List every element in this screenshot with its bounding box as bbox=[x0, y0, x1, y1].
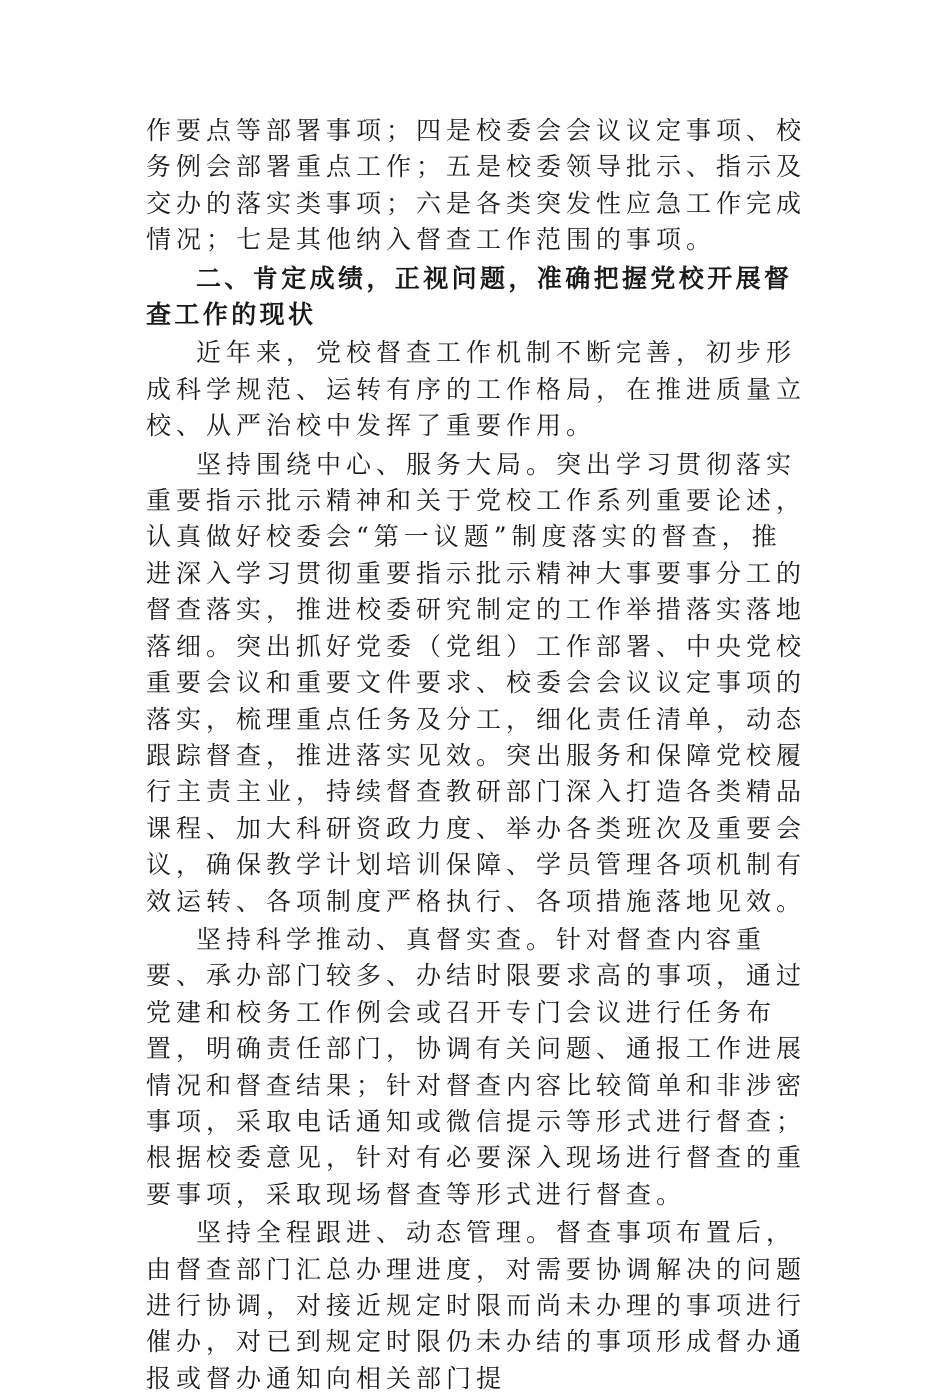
paragraph-continuation: 作要点等部署事项；四是校委会会议议定事项、校务例会部署重点工作；五是校委领导批示、指示及交办的落实类事项；六是各类突发性应急工作完成情况；七是其他纳入督查工作范围的事项。 bbox=[146, 116, 807, 255]
paragraph-center-service: 坚持围绕中心、服务大局。突出学习贯彻落实重要指示批示精神和关于党校工作系列重要论述，认真做好校委会“第一议题”制度落实的督查，推进深入学习贯彻重要指示批示精神大事要事分工的督查落实，推进校委研究制定的工作举措落实落地落细。突出抓好党委（党组）工作部署、中央党校重要会议和重要文件要求、校委会会议议定事项的落实，梳理重点任务及分工，细化责任清单，动态跟踪督查，推进落实见效。突出服务和保障党校履行主责主业，持续督查教研部门深入打造各类精品课程、加大科研资政力度、举办各类班次及重要会议，确保教学计划培训保障、学员管理各项机制有效运转、各项制度严格执行、各项措施落地见效。 bbox=[146, 449, 807, 916]
section-heading: 二、肯定成绩，正视问题，准确把握党校开展督查工作的现状 bbox=[146, 263, 793, 330]
paragraph-scientific-supervision: 坚持科学推动、真督实查。针对督查内容重要、承办部门较多、办结时限要求高的事项，通过党建和校务工作例会或召开专门会议进行任务布置，明确责任部门，协调有关问题、通报工作进展情况和督查结果；针对督查内容比较简单和非涉密事项，采取电话通知或微信提示等形式进行督查；根据校委意见，针对有必要深入现场进行督查的重要事项，采取现场督查等形式进行督查。 bbox=[146, 924, 807, 1209]
document-page bbox=[146, 113, 806, 1397]
paragraph-intro: 近年来，党校督查工作机制不断完善，初步形成科学规范、运转有序的工作格局，在推进质量立校、从严治校中发挥了重要作用。 bbox=[146, 338, 807, 441]
paragraph-full-tracking: 坚持全程跟进、动态管理。督查事项布置后，由督查部门汇总办理进度，对需要协调解决的问题进行协调，对接近规定时限而尚未办理的事项进行催办，对已到规定时限仍未办结的事项形成督办通报或督办通知向相关部门提 bbox=[146, 1218, 807, 1393]
